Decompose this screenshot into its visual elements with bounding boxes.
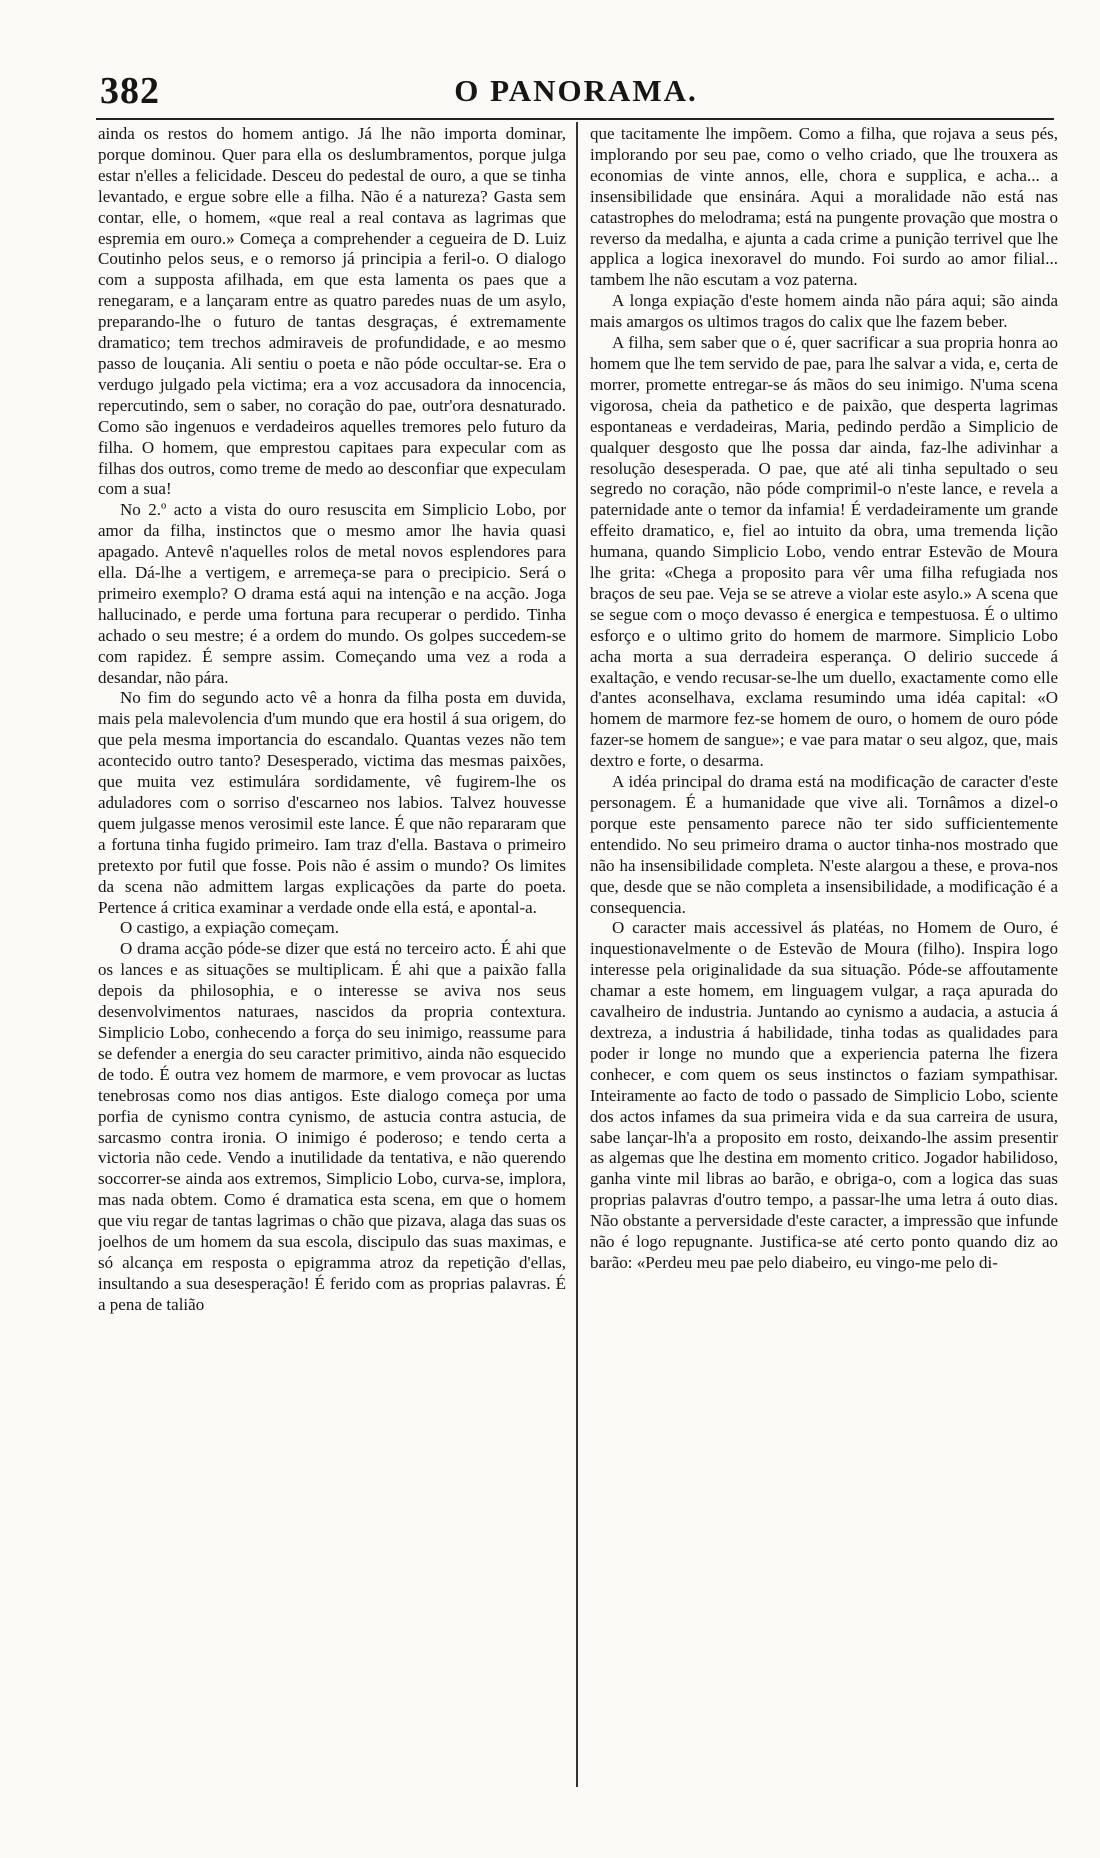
column-divider: [576, 122, 578, 1787]
page-header: [96, 68, 1056, 114]
paragraph: No 2.º acto a vista do ouro resuscita em Simplicio Lobo, por amor da filha, instinctos que o mesmo amor lhe havia quasi apagado. Antevê n'aquelles rolos de metal novos esplendores para ella. Dá-lhe a vertigem, e arremeça-se para o precipicio. Será o primeiro exemplo? O drama está aqui na intenção e na acção. Joga hallucinado, e perde uma fortuna para recuperar o perdido. Tinha achado o seu mestre; é a ordem do mundo. Os golpes succedem-se com rapidez. É sempre assim. Começando uma vez a roda a desandar, não pára.: [98, 500, 566, 687]
paragraph: No fim do segundo acto vê a honra da filha posta em duvida, mais pela malevolencia d'um mundo que era hostil á sua origem, do que pela mesma importancia do escandalo. Quantas vezes não tem acontecido outro tanto? Desesperado, victima das mesmas paixões, que muita vez estimulára sordidamente, vê fugirem-lhe os aduladores com o sorriso d'escarneo nos labios. Talvez houvesse quem julgasse menos verosimil este lance. É que não repararam que a fortuna tinha fugido primeiro. Iam traz d'ella. Bastava o primeiro pretexto por futil que fosse. Pois não é assim o mundo? Os limites da scena não admittem largas explicações da parte do poeta. Pertence á critica examinar a verdade onde ella está, e apontal-a.: [98, 688, 566, 917]
paragraph: O castigo, a expiação começam.: [120, 918, 340, 938]
left-column: [98, 124, 566, 1784]
paragraph: que tacitamente lhe impõem. Como a filha, que rojava a seus pés, implorando por seu pae, como o velho criado, que lhe trouxera as economias de vinte annos, elle, chora e supplica, e acha... a insensibilidade que ensinára. Aqui a moralidade não está nas catastrophes do melodrama; está na pungente provação que mostra o reverso da medalha, e ajunta a cada crime a punição terrivel que lhe applica a logica inexoravel do mundo. Foi surdo ao amor filial... tambem lhe não escutam a voz paterna.: [590, 124, 1058, 290]
page-number: 382: [100, 70, 160, 112]
paragraph: ainda os restos do homem antigo. Já lhe não importa dominar, porque dominou. Quer para ella os deslumbramentos, porque julga estar n'elles a felicidade. Desceu do pedestal de ouro, a que se tinha levantado, e ergue sobre elle a filha. Não é a natureza? Gasta sem contar, elle, o homem, «que real a real contava as lagrimas que espremia em ouro.» Começa a comprehender a cegueira de D. Luiz Coutinho pelos seus, e o remorso já principia a feril-o. O dialogo com a supposta afilhada, em que esta lamenta os paes que a renegaram, e a lançaram entre as quatro paredes nuas de um asylo, preparando-lhe o futuro de tantas desgraças, é extremamente dramatico; tem trechos admiraveis de profundidade, e ao mesmo passo de louçania. Ali sentiu o poeta e não póde occultar-se. Era o verdugo julgado pela victima; era a voz accusadora da innocencia, repercutindo, sem o saber, no coração do pae, outr'ora desnaturado. Como são ingenuos e verdadeiros aquelles tremores pelo futuro da filha. O homem, que emprestou capitaes para expecular com as filhas dos outros, como treme de medo ao desconfiar que expeculam com a sua!: [98, 124, 566, 499]
header-rule: [96, 118, 1054, 120]
paragraph: A idéa principal do drama está na modificação de caracter d'este personagem. É a humanidade que vive ali. Tornâmos a dizel-o porque este pensamento parece não ter sido sufficientemente entendido. No seu primeiro drama o auctor tinha-nos mostrado que não ha insensibilidade completa. N'este alargou a these, e prova-nos que, desde que se não completa a insensibilidade, a modificação é a consequencia.: [590, 772, 1058, 917]
paragraph: A filha, sem saber que o é, quer sacrificar a sua propria honra ao homem que lhe tem servido de pae, para lhe salvar a vida, e, certa de morrer, promette entregar-se ás mãos do seu inimigo. N'uma scena vigorosa, cheia da pathetico e de paixão, que desperta lagrimas espontaneas e verdadeiras, Maria, pedindo perdão a Simplicio de qualquer desgosto que lhe possa dar ainda, faz-lhe adivinhar a resolução desesperada. O pae, que até ali tinha sepultado o seu segredo no coração, não póde comprimil-o n'este lance, e revela a paternidade ante o temor da infamia! É verdadeiramente um grande effeito dramatico, e, fiel ao intuito da obra, uma tremenda lição humana, quando Simplicio Lobo, vendo entrar Estevão de Moura lhe grita: «Chega a proposito para vêr uma filha refugiada nos braços de seu pae. Veja se se atreve a violar este asylo.» A scena que se segue com o moço devasso é energica e tempestuosa. É o ultimo esforço e o ultimo grito do homem de marmore. Simplicio Lobo acha morta a sua derradeira esperança. O delirio succede á exaltação, e vendo recusar-se-lhe um duello, exactamente como elle d'antes aconselhava, exclama resumindo uma idéa capital: «O homem de marmore fez-se homem de ouro, o homem de ouro póde fazer-se homem de sangue»; e vae para matar o seu algoz, que, mais dextro e forte, o desarma.: [590, 333, 1058, 771]
paragraph: O caracter mais accessivel ás platéas, no Homem de Ouro, é inquestionavelmente o de Estevão de Moura (filho). Inspira logo interesse pela originalidade da sua situação. Póde-se affoutamente chamar a este homem, em linguagem vulgar, a raça apurada do cavalheiro de industria. Juntando ao cynismo a audacia, a astucia á dextreza, a industria á habilidade, tinha todas as qualidades para poder ir longe no mundo que a experiencia paterna lhe fizera conhecer, e com quem os seus instinctos o faziam sympathisar. Inteiramente ao facto de todo o passado de Simplicio Lobo, sciente dos actos infames da sua primeira vida e da sua carreira de usura, sabe lançar-lh'a a proposito em rosto, deixando-lhe assim presentir as algemas que lhe destina em momento critico. Jogador habilidoso, ganha vinte mil libras ao barão, e obriga-o, com a logica das suas proprias palavras d'outro tempo, a passar-lhe uma letra á outo dias. Não obstante a perversidade d'este caracter, a impressão que infunde não é logo repugnante. Justifica-se até certo ponto quando diz ao barão: «Perdeu meu pae pelo diabeiro, eu vingo-me pelo di-: [590, 918, 1058, 1272]
right-column: [590, 124, 1058, 1784]
journal-title: O PANORAMA.: [454, 73, 698, 108]
paragraph: A longa expiação d'este homem ainda não pára aqui; são ainda mais amargos os ultimos tragos do calix que lhe fazem beber.: [590, 291, 1058, 332]
paragraph: O drama acção póde-se dizer que está no terceiro acto. É ahi que os lances e as situações se multiplicam. É ahi que a paixão falla depois da philosophia, e o interesse se aviva nos seus desenvolvimentos naturaes, nascidos da propria contextura. Simplicio Lobo, conhecendo a força do seu inimigo, reassume para se defender a energia do seu caracter primitivo, ainda não esquecido de todo. É outra vez homem de marmore, e vem provocar as luctas tenebrosas como nos dias antigos. Este dialogo começa por uma porfia de cynismo contra cynismo, de astucia contra astucia, de sarcasmo contra ironia. O inimigo é poderoso; e tendo certa a victoria não cede. Vendo a inutilidade da tentativa, e não querendo soccorrer-se ainda aos extremos, Simplicio Lobo, curva-se, implora, mas nada obtem. Como é dramatica esta scena, em que o homem que viu regar de tantas lagrimas o chão que pizava, alaga das suas os joelhos de um homem da sua escola, discipulo das suas maximas, e só alcança em resposta o epigramma atroz da repetição d'ellas, insultando a sua desesperação! É ferido com as proprias palavras. É a pena de talião: [98, 939, 566, 1314]
